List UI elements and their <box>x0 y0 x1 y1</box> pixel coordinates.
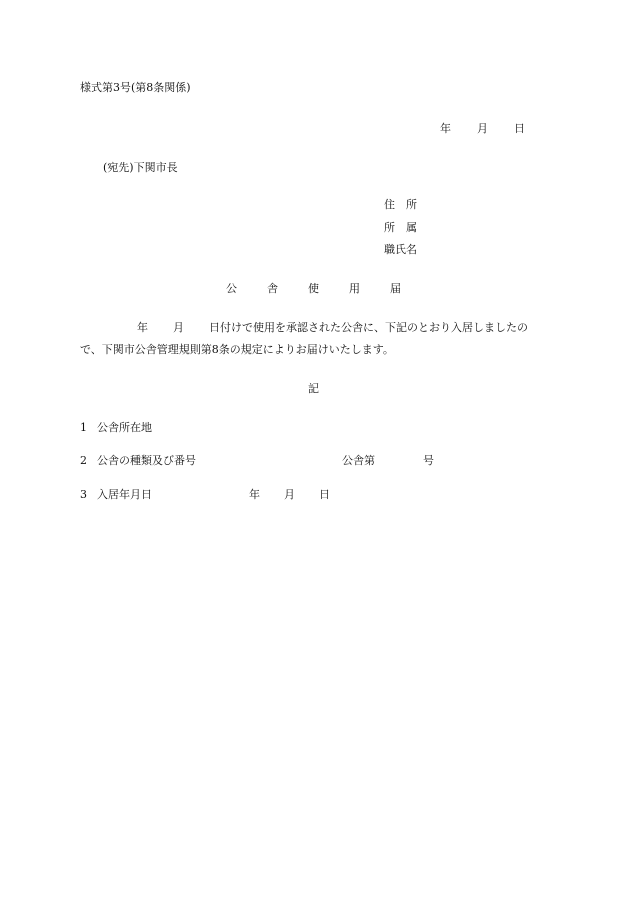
body-year: 年 <box>137 321 148 334</box>
title-char: 使 <box>308 282 319 295</box>
sender-address-label: 住 所 <box>384 198 417 211</box>
ki-heading: 記 <box>308 382 319 395</box>
item-3-year: 年 <box>249 488 260 501</box>
item-label: 入居年月日 <box>97 488 152 501</box>
sender-name-label: 職氏名 <box>384 243 417 256</box>
title-char: 届 <box>390 282 401 295</box>
item-1 <box>80 421 152 435</box>
title-char: 公 <box>226 282 237 295</box>
item-3-day: 日 <box>319 488 330 501</box>
addressee: (宛先)下関市長 <box>103 161 178 174</box>
item-2-value-suffix: 号 <box>423 454 434 467</box>
document-title <box>226 282 401 296</box>
item-3-date <box>249 488 330 502</box>
date-line <box>440 122 525 136</box>
date-month: 月 <box>477 122 488 135</box>
date-year: 年 <box>440 122 451 135</box>
body-line1-rest: 日付けで使用を承認された公舎に、下記のとおり入居しましたの <box>209 321 528 334</box>
title-char: 用 <box>349 282 360 295</box>
item-label: 公舎所在地 <box>97 421 152 434</box>
item-2-value <box>342 454 434 468</box>
body-line-1 <box>137 321 528 335</box>
title-char: 舎 <box>267 282 278 295</box>
date-day: 日 <box>514 122 525 135</box>
sender-department-label: 所 属 <box>384 221 417 234</box>
item-2 <box>80 454 196 468</box>
item-2-value-prefix: 公舎第 <box>342 454 375 467</box>
item-number: 2 <box>80 454 87 467</box>
body-month: 月 <box>173 321 184 334</box>
item-3-month: 月 <box>284 488 295 501</box>
item-number: 3 <box>80 488 87 501</box>
body-line-2: で、下関市公舎管理規則第8条の規定によりお届けいたします。 <box>80 343 394 356</box>
item-number: 1 <box>80 421 87 434</box>
item-label: 公舎の種類及び番号 <box>97 454 196 467</box>
item-3 <box>80 488 152 502</box>
form-number: 様式第3号(第8条関係) <box>80 81 191 94</box>
